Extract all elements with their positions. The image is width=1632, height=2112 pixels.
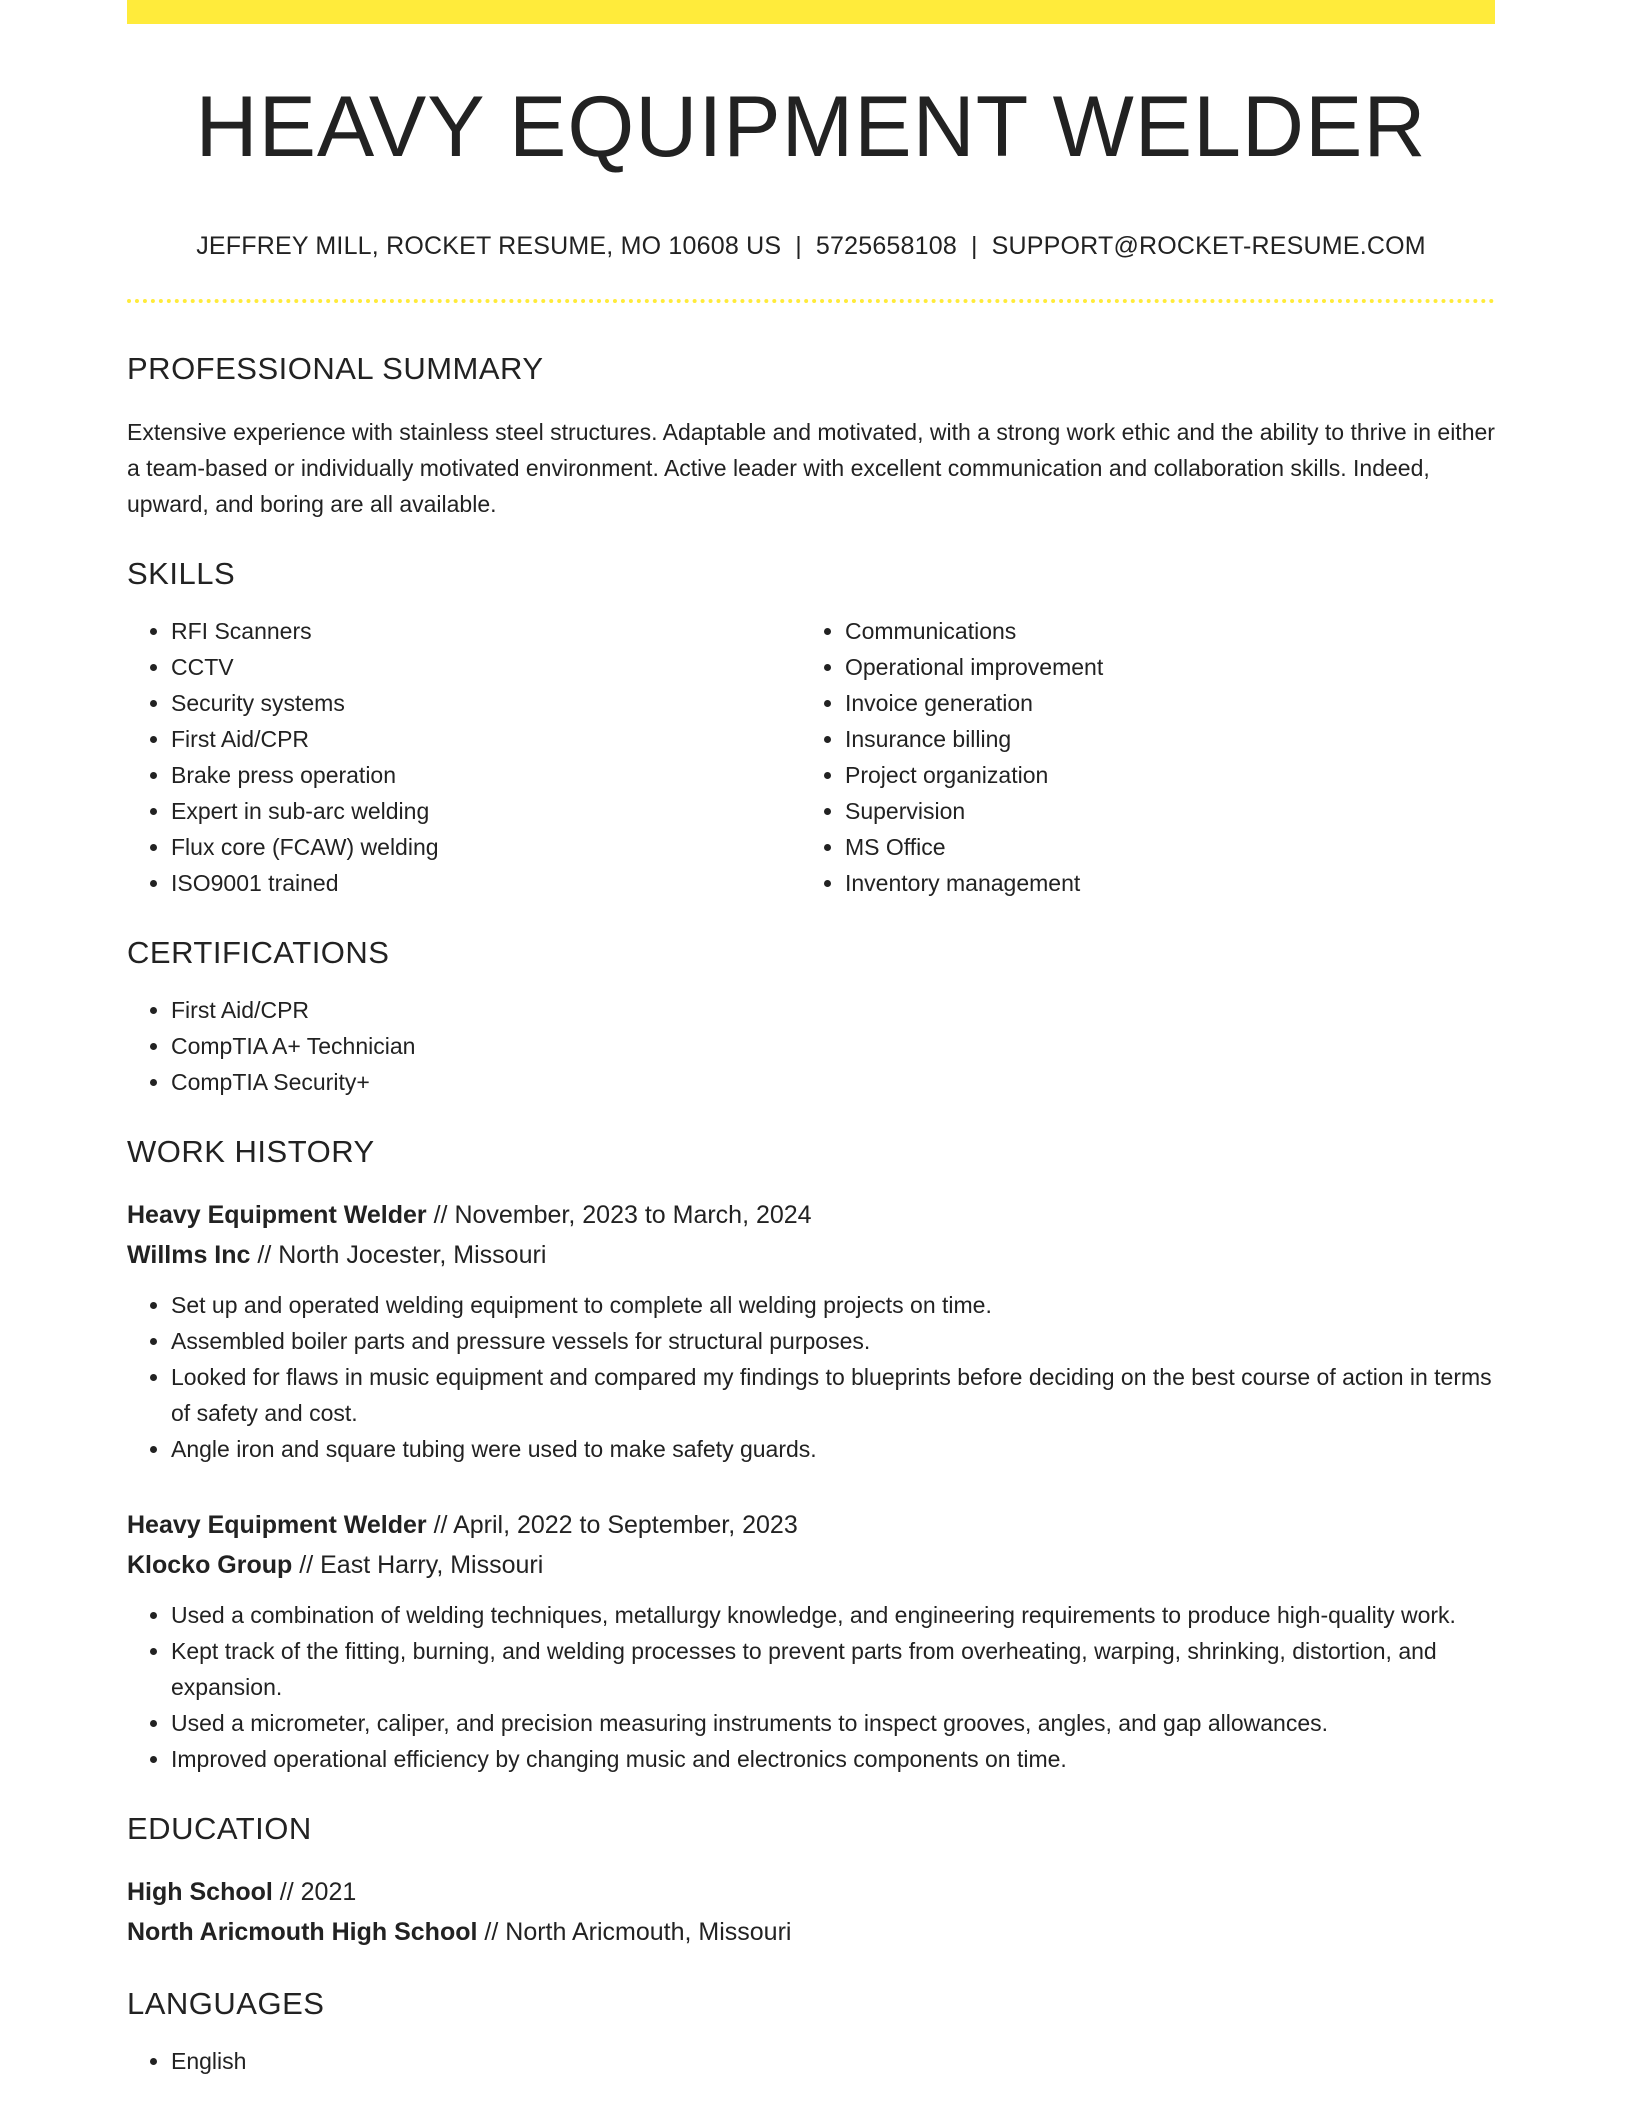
skill-item: • Invoice generation (845, 685, 1475, 721)
job-bullet: • Used a micrometer, caliper, and precision measuring instruments to inspect grooves, angles, and gap allowances. (171, 1705, 1495, 1741)
job-location: North Jocester, Missouri (278, 1241, 547, 1269)
skill-item: • MS Office (845, 829, 1475, 865)
languages-list (127, 2043, 1495, 2079)
certifications-list (127, 992, 1495, 1100)
job-title-line (127, 1195, 1495, 1235)
section-heading: LANGUAGES (127, 1986, 325, 2021)
skills-list-left (127, 613, 801, 901)
skills-section (127, 558, 1495, 901)
job-entry (127, 1505, 1495, 1777)
job-bullet: • Assembled boiler parts and pressure vessels for structural purposes. (171, 1323, 1495, 1359)
section-heading: EDUCATION (127, 1811, 312, 1846)
job-bullet: • Improved operational efficiency by changing music and electronics components on time. (171, 1741, 1495, 1777)
job-bullet: • Kept track of the fitting, burning, and welding processes to prevent parts from overheating, warping, shrinking, distortion, and expansion. (171, 1633, 1495, 1705)
skill-item: • CCTV (171, 649, 801, 685)
job-location: East Harry, Missouri (320, 1551, 544, 1579)
job-bullets (127, 1597, 1495, 1777)
job-bullets (127, 1287, 1495, 1467)
divider: // (433, 1511, 448, 1539)
skill-item: • Operational improvement (845, 649, 1475, 685)
skill-item: • First Aid/CPR (171, 721, 801, 757)
education-section (127, 1813, 1495, 1952)
certification-item: • CompTIA Security+ (171, 1064, 1495, 1100)
skill-item: • Security systems (171, 685, 801, 721)
skills-columns (127, 589, 1495, 901)
accent-top-bar (127, 0, 1495, 24)
skill-item: • Flux core (FCAW) welding (171, 829, 801, 865)
certification-item: • CompTIA A+ Technician (171, 1028, 1495, 1064)
summary-text: Extensive experience with stainless steel structures. Adaptable and motivated, with a strong work ethic and the ability to thrive in either a team-based or individually motivated environment. Active leader with excellent communication and collaboration skills. Indeed, upward, and boring are all available. (127, 419, 1495, 517)
skill-item: • Insurance billing (845, 721, 1475, 757)
divider: // (279, 1878, 294, 1906)
skill-item: • RFI Scanners (171, 613, 801, 649)
contact-address: JEFFREY MILL, ROCKET RESUME, MO 10608 US (196, 232, 782, 260)
education-school-line (127, 1912, 1495, 1952)
education-year: 2021 (300, 1878, 357, 1906)
job-bullet: • Used a combination of welding techniques, metallurgy knowledge, and engineering requirements to produce high-quality work. (171, 1597, 1495, 1633)
contact-email: SUPPORT@ROCKET-RESUME.COM (991, 232, 1426, 260)
contact-phone: 5725658108 (815, 232, 957, 260)
job-bullet: • Angle iron and square tubing were used to make safety guards. (171, 1431, 1495, 1467)
skills-list-right (801, 613, 1475, 901)
divider: // (433, 1201, 448, 1229)
languages-section (127, 1988, 1495, 2079)
work-history-section (127, 1136, 1495, 1777)
job-company: Willms Inc (127, 1241, 251, 1269)
skill-item: • Supervision (845, 793, 1475, 829)
contact-line (127, 232, 1495, 261)
skill-item: • Project organization (845, 757, 1475, 793)
skill-item: • Inventory management (845, 865, 1475, 901)
education-degree-line (127, 1872, 1495, 1912)
skill-item: • Communications (845, 613, 1475, 649)
education-school: North Aricmouth High School (127, 1918, 478, 1946)
job-dates: April, 2022 to September, 2023 (453, 1511, 798, 1539)
section-heading: SKILLS (127, 556, 236, 591)
job-company-line (127, 1235, 1495, 1275)
job-dates: November, 2023 to March, 2024 (454, 1201, 812, 1229)
section-heading: WORK HISTORY (127, 1134, 375, 1169)
divider: // (299, 1551, 314, 1579)
contact-separator: | (795, 232, 802, 260)
skill-item: • ISO9001 trained (171, 865, 801, 901)
contact-separator: | (970, 232, 978, 260)
section-heading: PROFESSIONAL SUMMARY (127, 351, 544, 386)
job-bullet: • Looked for flaws in music equipment and compared my findings to blueprints before deciding on the best course of action in terms of safety and cost. (171, 1359, 1495, 1431)
certification-item: • First Aid/CPR (171, 992, 1495, 1028)
section-heading: CERTIFICATIONS (127, 935, 390, 970)
divider: // (257, 1241, 272, 1269)
job-title: Heavy Equipment Welder (127, 1511, 427, 1539)
certifications-section (127, 937, 1495, 1100)
job-entry (127, 1195, 1495, 1467)
education-degree: High School (127, 1878, 273, 1906)
skill-item: • Expert in sub-arc welding (171, 793, 801, 829)
job-company-line (127, 1545, 1495, 1585)
dotted-divider (127, 299, 1495, 303)
summary-section (127, 353, 1495, 522)
divider: // (484, 1918, 499, 1946)
job-company: Klocko Group (127, 1551, 293, 1579)
job-title-line (127, 1505, 1495, 1545)
language-item: • English (171, 2043, 1495, 2079)
education-location: North Aricmouth, Missouri (505, 1918, 792, 1946)
job-title: Heavy Equipment Welder (127, 1201, 427, 1229)
resume-title: HEAVY EQUIPMENT WELDER (195, 79, 1427, 175)
skill-item: • Brake press operation (171, 757, 801, 793)
job-bullet: • Set up and operated welding equipment to complete all welding projects on time. (171, 1287, 1495, 1323)
resume-page (127, 0, 1495, 2079)
